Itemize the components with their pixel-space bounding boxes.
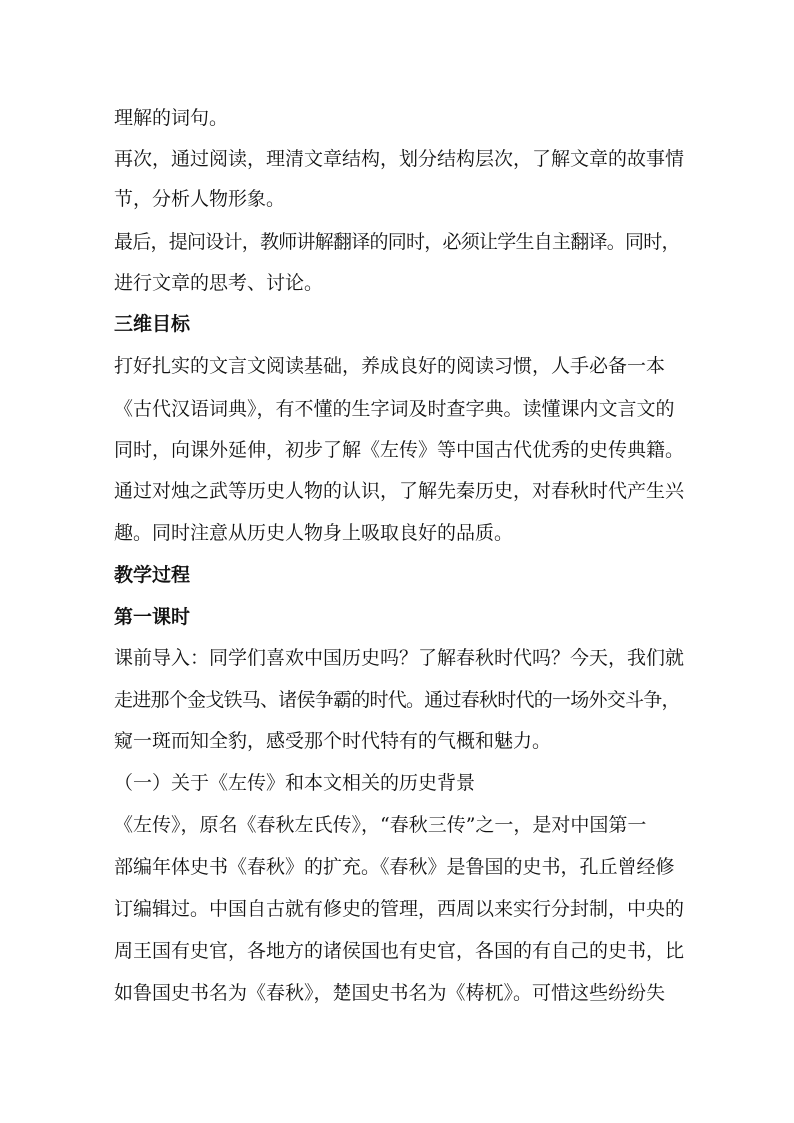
- paragraph-line: 周王国有史官，各地方的诸侯国也有史官，各国的有自己的史书，比: [114, 940, 685, 962]
- paragraph-line: 如鲁国史书名为《春秋》，楚国史书名为《梼杌》。可惜这些纷纷失: [114, 982, 666, 1004]
- paragraph-line: 同时，向课外延伸，初步了解《左传》等中国古代优秀的史传典籍。: [114, 439, 685, 461]
- paragraph-line: 节，分析人物形象。: [114, 188, 286, 210]
- paragraph-line: 订编辑过。中国自古就有修史的管理，西周以来实行分封制，中央的: [114, 898, 685, 920]
- paragraph-line: 趣。同时注意从历史人物身上吸取良好的品质。: [114, 522, 514, 544]
- paragraph-line: 进行文章的思考、讨论。: [114, 272, 324, 294]
- subsection-heading: （一）关于《左传》和本文相关的历史背景: [114, 772, 476, 794]
- paragraph-line: 再次，通过阅读，理清文章结构，划分结构层次，了解文章的故事情: [114, 148, 685, 170]
- section-heading-objectives: 三维目标: [114, 313, 191, 335]
- paragraph-line: 《古代汉语词典》，有不懂的生字词及时查字典。读懂课内文言文的: [114, 398, 675, 420]
- paragraph-line: 最后，提问设计，教师讲解翻译的同时，必须让学生自主翻译。同时，: [114, 231, 680, 253]
- paragraph-line: 走进那个金戈铁马、诸侯争霸的时代。通过春秋时代的一场外交斗争，: [114, 689, 680, 711]
- paragraph-line: 打好扎实的文言文阅读基础，养成良好的阅读习惯，人手必备一本: [114, 355, 666, 377]
- paragraph-line: 理解的词句。: [114, 107, 229, 129]
- paragraph-line: 窥一斑而知全豹，感受那个时代特有的气概和魅力。: [114, 730, 552, 752]
- paragraph-line: 通过对烛之武等历史人物的认识，了解先秦历史，对春秋时代产生兴: [114, 480, 685, 502]
- paragraph-line: 《左传》，原名《春秋左氏传》，“春秋三传”之一，是对中国第一: [114, 814, 647, 836]
- section-heading-lesson-one: 第一课时: [114, 606, 191, 628]
- paragraph-line: 课前导入：同学们喜欢中国历史吗？了解春秋时代吗？今天，我们就: [114, 647, 685, 669]
- section-heading-process: 教学过程: [114, 564, 191, 586]
- paragraph-line: 部编年体史书《春秋》的扩充。《春秋》是鲁国的史书，孔丘曾经修: [114, 856, 675, 878]
